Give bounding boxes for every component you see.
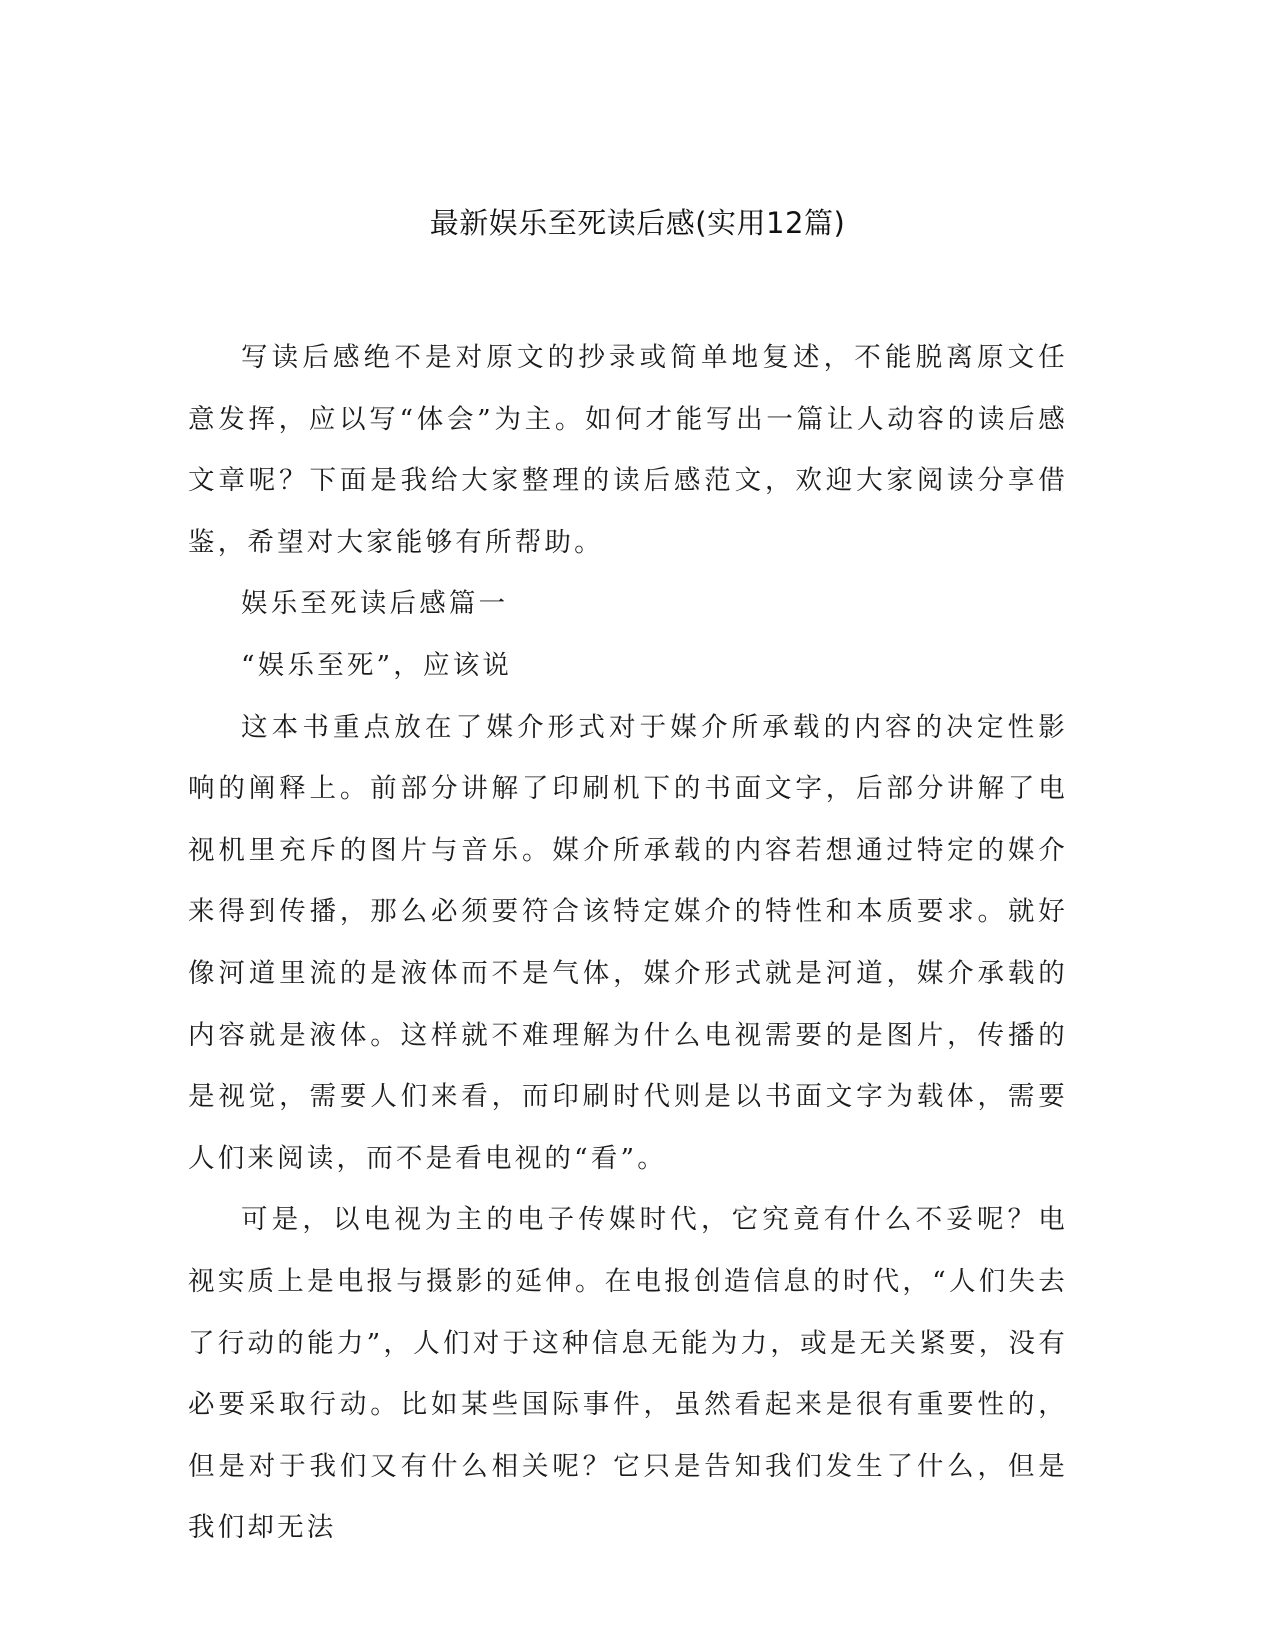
section-heading: 娱乐至死读后感篇一 [241,588,509,620]
body-paragraph: “娱乐至死”，应该说 [241,649,513,681]
body-paragraph: 可是，以电视为主的电子传媒时代，它究竟有什么不妥呢？电视实质上是电报与摄影的延伸。在电报创造信息的时代，“人们失去了行动的能力”，人们对于这种信息无能为力，或是无关紧要，没有必要采取行动。比如某些国际事件，虽然看起来是很有重要性的，但是对于我们又有什么相关呢？它只是告知我们发生了什么，但是我们却无法 [188,1204,1068,1544]
document-body [188,327,1068,1559]
body-paragraph: 这本书重点放在了媒介形式对于媒介所承载的内容的决定性影响的阐释上。前部分讲解了印刷机下的书面文字，后部分讲解了电视机里充斥的图片与音乐。媒介所承载的内容若想通过特定的媒介来得到传播，那么必须要符合该特定媒介的特性和本质要求。就好像河道里流的是液体而不是气体，媒介形式就是河道，媒介承载的内容就是液体。这样就不难理解为什么电视需要的是图片，传播的是视觉，需要人们来看，而印刷时代则是以书面文字为载体，需要人们来阅读，而不是看电视的“看”。 [188,711,1068,1174]
document-title: 最新娱乐至死读后感(实用12篇) [429,206,846,240]
intro-paragraph: 写读后感绝不是对原文的抄录或简单地复述，不能脱离原文任意发挥，应以写“体会”为主。如何才能写出一篇让人动容的读后感文章呢？下面是我给大家整理的读后感范文，欢迎大家阅读分享借鉴，希望对大家能够有所帮助。 [188,342,1068,558]
